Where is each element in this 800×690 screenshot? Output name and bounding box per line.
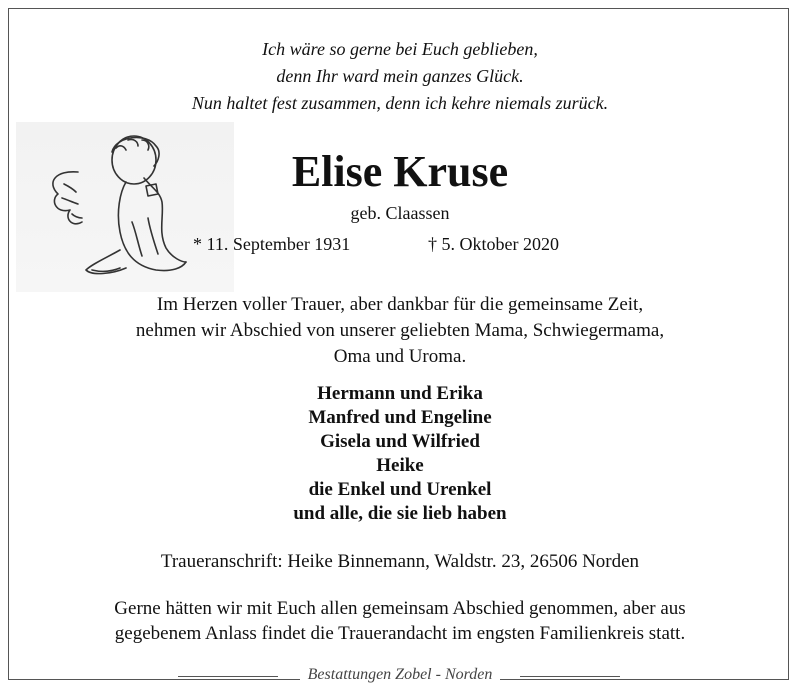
poem-line: Ich wäre so gerne bei Euch geblieben, bbox=[262, 39, 538, 59]
birth-date: * 11. September 1931 bbox=[193, 234, 351, 254]
deceased-name: Elise Kruse bbox=[291, 147, 509, 196]
family-member: Gisela und Wilfried bbox=[320, 431, 480, 452]
mourning-address: Traueranschrift: Heike Binnemann, Waldstr. 23, 26506 Norden bbox=[160, 551, 640, 572]
intro-text bbox=[0, 292, 800, 370]
family-member: und alle, die sie lieb haben bbox=[293, 503, 507, 524]
family-list bbox=[0, 382, 800, 526]
service-notice bbox=[0, 596, 800, 646]
footer bbox=[0, 666, 800, 688]
family-member: die Enkel und Urenkel bbox=[308, 479, 492, 500]
family-member: Heike bbox=[376, 455, 424, 476]
poem-line: denn Ihr ward mein ganzes Glück. bbox=[276, 66, 524, 86]
poem-line: Nun haltet fest zusammen, denn ich kehre niemals zurück. bbox=[191, 93, 609, 113]
maiden-name: geb. Claassen bbox=[350, 203, 450, 223]
intro-line: Im Herzen voller Trauer, aber dankbar für die gemeinsame Zeit, bbox=[156, 294, 644, 315]
intro-line: Oma und Uroma. bbox=[333, 346, 467, 367]
family-member: Hermann und Erika bbox=[317, 383, 483, 404]
funeral-home-label: Bestattungen Zobel - Norden bbox=[300, 666, 501, 683]
family-member: Manfred und Engeline bbox=[308, 407, 492, 428]
notice-line: Gerne hätten wir mit Euch allen gemeinsam Abschied genommen, aber aus bbox=[114, 598, 686, 619]
death-date: † 5. Oktober 2020 bbox=[428, 234, 559, 254]
poem bbox=[0, 36, 800, 117]
notice-line: gegebenem Anlass findet die Trauerandacht im engsten Familienkreis statt. bbox=[114, 623, 686, 644]
intro-line: nehmen wir Abschied von unserer geliebten Mama, Schwiegermama, bbox=[135, 320, 665, 341]
